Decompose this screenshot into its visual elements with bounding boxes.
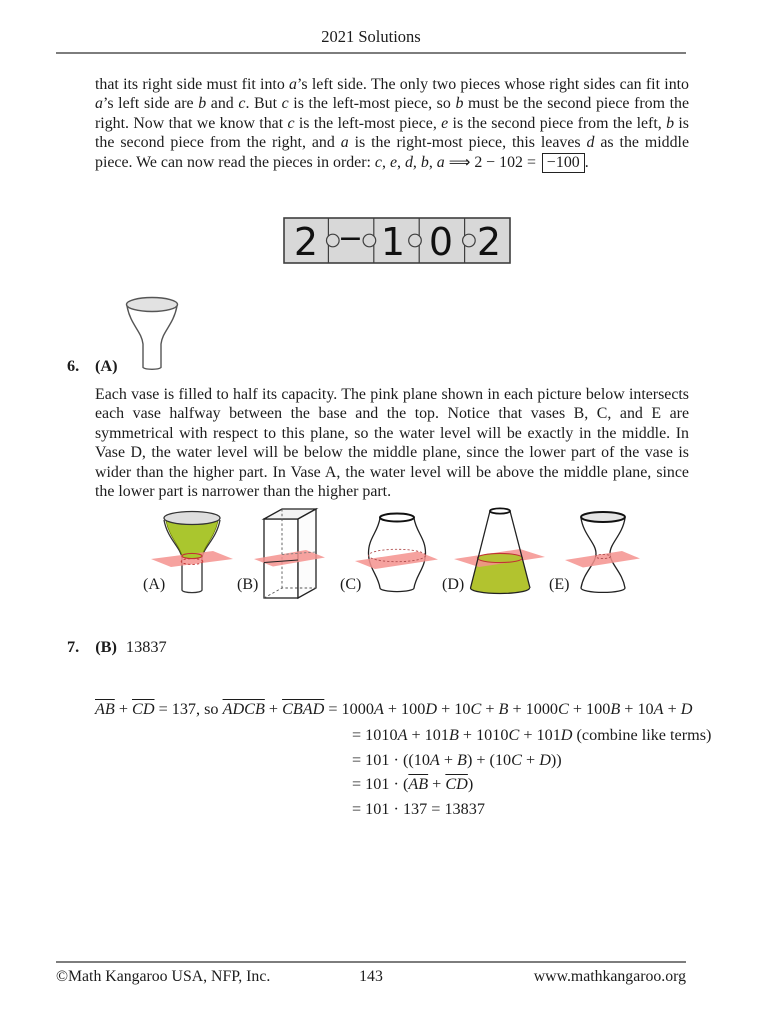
vase-funnel-figure <box>121 295 183 375</box>
puzzle-knob-icon <box>409 234 422 247</box>
equation-line-2: = 1010A + 101B + 1010C + 101D (combine like terms) <box>352 726 712 744</box>
equation-line-1: $\overline{AB} + \overline{CD} = 137$, so ADCB + CBAD = 1000A + 100D + 10C + B + 1000C + 100B + 10A + D <box>95 700 693 718</box>
solution5-paragraph: that its right side must fit into a’s left side. The only two pieces whose right sides can fit into a’s left side are b and c. But c is the left-most piece, so b must be the second piece from the right. Now that we know that c is the left-most piece, e is the second piece from the left, b is the second piece from the right, and a is the right-most piece, this leaves d as the middle piece. We can now read the pieces in order: c, e, d, b, a ⟹ 2 − 102 = −100 . <box>95 76 690 171</box>
vase-c-label: (C) <box>340 576 362 593</box>
question7-answer: (B) <box>95 637 117 656</box>
footer-copyright: ©Math Kangaroo USA, NFP, Inc. <box>56 968 271 985</box>
puzzle-pieces-figure <box>283 217 511 264</box>
puzzle-piece-minus: − <box>337 221 364 256</box>
question6-answer: (A) <box>95 356 118 375</box>
question7-header <box>67 637 167 657</box>
footer-website: www.mathkangaroo.org <box>533 968 686 985</box>
puzzle-piece-digit: 0 <box>428 220 454 264</box>
vase-b-label: (B) <box>237 576 259 593</box>
vase-b-figure <box>254 506 326 602</box>
puzzle-piece-digit: 1 <box>380 220 406 264</box>
question7-number: 7. <box>67 637 80 656</box>
vase-a-label: (A) <box>143 576 166 593</box>
vase-e-figure <box>565 508 641 600</box>
equation-line-3: = 101 · ((10A + B) + (10C + D)) <box>352 751 562 769</box>
puzzle-piece-digit: 2 <box>476 220 502 264</box>
puzzle-knob-icon <box>463 234 476 247</box>
solution6-paragraph: Each vase is filled to half its capacity. The pink plane shown in each picture below intersects each vase halfway between the base and the top. Notice that vases B, C, and E are symmetrical with respect to this plane, so the water level will be exactly in the middle. In Vase D, the water level will be below the middle plane, since the lower part of the vase is wider than the higher part. In Vase A, the water level will be above the middle plane, since the lower part is narrower than the higher part. <box>95 386 689 501</box>
footer-rule <box>56 961 686 963</box>
question6-number: 6. <box>67 356 80 375</box>
vase-d-figure <box>454 505 546 599</box>
vase-d-label: (D) <box>442 576 465 593</box>
puzzle-knob-icon <box>363 234 376 247</box>
page-header-title: 2021 Solutions <box>321 27 421 46</box>
vase-a-figure <box>150 508 234 600</box>
puzzle-piece-digit: 2 <box>293 220 319 264</box>
puzzle-figure-svg <box>283 217 511 264</box>
question7-value: 13837 <box>125 637 167 656</box>
vase-c-figure <box>355 508 439 600</box>
header-rule <box>56 52 686 54</box>
equation-line-4: = $101 \cdot (\overline{AB} + \overline{CD})$ <box>352 775 474 793</box>
footer-page-number: 143 <box>359 968 383 985</box>
equation-line-5: = 101 · 137 = 13837 <box>352 800 485 818</box>
vase-e-label: (E) <box>549 576 570 593</box>
